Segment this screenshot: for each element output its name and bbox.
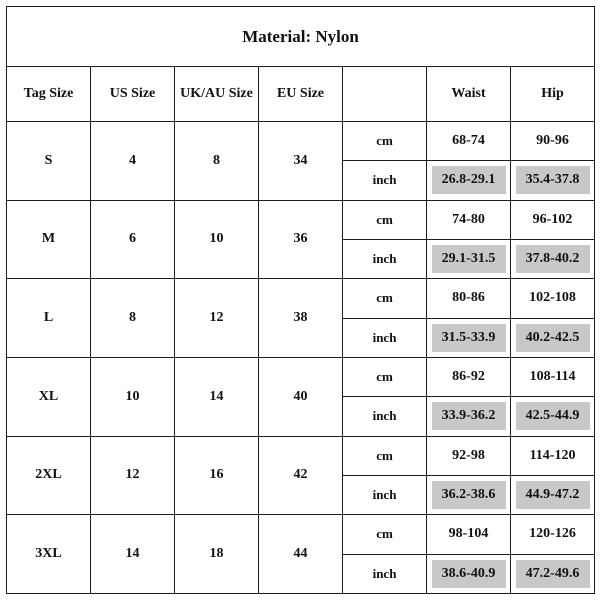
hip-inch-cell bbox=[511, 475, 595, 514]
tag-size-cell: 3XL bbox=[7, 515, 91, 594]
header-waist: Waist bbox=[427, 67, 511, 122]
tag-size-cell: S bbox=[7, 122, 91, 201]
tag-size-cell: XL bbox=[7, 357, 91, 436]
eu-size-cell: 34 bbox=[259, 122, 343, 201]
hip-inch-cell bbox=[511, 318, 595, 357]
table-row bbox=[7, 279, 595, 318]
waist-cm-cell: 92-98 bbox=[427, 436, 511, 475]
unit-inch-cell: inch bbox=[343, 318, 427, 357]
unit-cm-cell: cm bbox=[343, 515, 427, 554]
uk-au-size-cell: 18 bbox=[175, 515, 259, 594]
table-row bbox=[7, 357, 595, 396]
unit-cm-cell: cm bbox=[343, 436, 427, 475]
table-row bbox=[7, 515, 595, 554]
waist-cm-cell: 86-92 bbox=[427, 357, 511, 396]
shaded-value: 36.2-38.6 bbox=[432, 481, 506, 509]
table-row bbox=[7, 436, 595, 475]
shaded-value: 35.4-37.8 bbox=[516, 166, 590, 194]
uk-au-size-cell: 14 bbox=[175, 357, 259, 436]
hip-cm-cell: 102-108 bbox=[511, 279, 595, 318]
hip-cm-cell: 108-114 bbox=[511, 357, 595, 396]
eu-size-cell: 38 bbox=[259, 279, 343, 358]
us-size-cell: 12 bbox=[91, 436, 175, 515]
tag-size-cell: L bbox=[7, 279, 91, 358]
tag-size-cell: M bbox=[7, 200, 91, 279]
unit-cm-cell: cm bbox=[343, 357, 427, 396]
table-title: Material: Nylon bbox=[7, 7, 595, 67]
shaded-value: 40.2-42.5 bbox=[516, 324, 590, 352]
shaded-value: 29.1-31.5 bbox=[432, 245, 506, 273]
uk-au-size-cell: 8 bbox=[175, 122, 259, 201]
unit-inch-cell: inch bbox=[343, 475, 427, 514]
us-size-cell: 14 bbox=[91, 515, 175, 594]
table-row bbox=[7, 122, 595, 161]
waist-cm-cell: 98-104 bbox=[427, 515, 511, 554]
waist-inch-cell bbox=[427, 161, 511, 200]
us-size-cell: 10 bbox=[91, 357, 175, 436]
us-size-cell: 6 bbox=[91, 200, 175, 279]
hip-inch-cell bbox=[511, 161, 595, 200]
table-row bbox=[7, 200, 595, 239]
eu-size-cell: 42 bbox=[259, 436, 343, 515]
hip-inch-cell bbox=[511, 554, 595, 593]
header-unit bbox=[343, 67, 427, 122]
waist-inch-cell bbox=[427, 554, 511, 593]
hip-cm-cell: 120-126 bbox=[511, 515, 595, 554]
us-size-cell: 4 bbox=[91, 122, 175, 201]
shaded-value: 26.8-29.1 bbox=[432, 166, 506, 194]
waist-inch-cell bbox=[427, 239, 511, 278]
header-hip: Hip bbox=[511, 67, 595, 122]
shaded-value: 37.8-40.2 bbox=[516, 245, 590, 273]
uk-au-size-cell: 12 bbox=[175, 279, 259, 358]
unit-cm-cell: cm bbox=[343, 200, 427, 239]
eu-size-cell: 40 bbox=[259, 357, 343, 436]
us-size-cell: 8 bbox=[91, 279, 175, 358]
eu-size-cell: 36 bbox=[259, 200, 343, 279]
hip-inch-cell bbox=[511, 239, 595, 278]
hip-cm-cell: 90-96 bbox=[511, 122, 595, 161]
waist-cm-cell: 80-86 bbox=[427, 279, 511, 318]
waist-inch-cell bbox=[427, 475, 511, 514]
uk-au-size-cell: 10 bbox=[175, 200, 259, 279]
header-row bbox=[7, 67, 595, 122]
waist-cm-cell: 74-80 bbox=[427, 200, 511, 239]
tag-size-cell: 2XL bbox=[7, 436, 91, 515]
unit-inch-cell: inch bbox=[343, 554, 427, 593]
unit-inch-cell: inch bbox=[343, 397, 427, 436]
shaded-value: 47.2-49.6 bbox=[516, 560, 590, 588]
unit-inch-cell: inch bbox=[343, 239, 427, 278]
waist-cm-cell: 68-74 bbox=[427, 122, 511, 161]
hip-cm-cell: 114-120 bbox=[511, 436, 595, 475]
shaded-value: 31.5-33.9 bbox=[432, 324, 506, 352]
unit-cm-cell: cm bbox=[343, 279, 427, 318]
header-eu-size: EU Size bbox=[259, 67, 343, 122]
waist-inch-cell bbox=[427, 397, 511, 436]
hip-cm-cell: 96-102 bbox=[511, 200, 595, 239]
shaded-value: 44.9-47.2 bbox=[516, 481, 590, 509]
size-table bbox=[6, 6, 595, 594]
uk-au-size-cell: 16 bbox=[175, 436, 259, 515]
hip-inch-cell bbox=[511, 397, 595, 436]
header-uk-au-size: UK/AU Size bbox=[175, 67, 259, 122]
eu-size-cell: 44 bbox=[259, 515, 343, 594]
shaded-value: 33.9-36.2 bbox=[432, 402, 506, 430]
header-us-size: US Size bbox=[91, 67, 175, 122]
waist-inch-cell bbox=[427, 318, 511, 357]
shaded-value: 42.5-44.9 bbox=[516, 402, 590, 430]
header-tag-size: Tag Size bbox=[7, 67, 91, 122]
unit-cm-cell: cm bbox=[343, 122, 427, 161]
size-chart bbox=[6, 6, 594, 594]
shaded-value: 38.6-40.9 bbox=[432, 560, 506, 588]
unit-inch-cell: inch bbox=[343, 161, 427, 200]
